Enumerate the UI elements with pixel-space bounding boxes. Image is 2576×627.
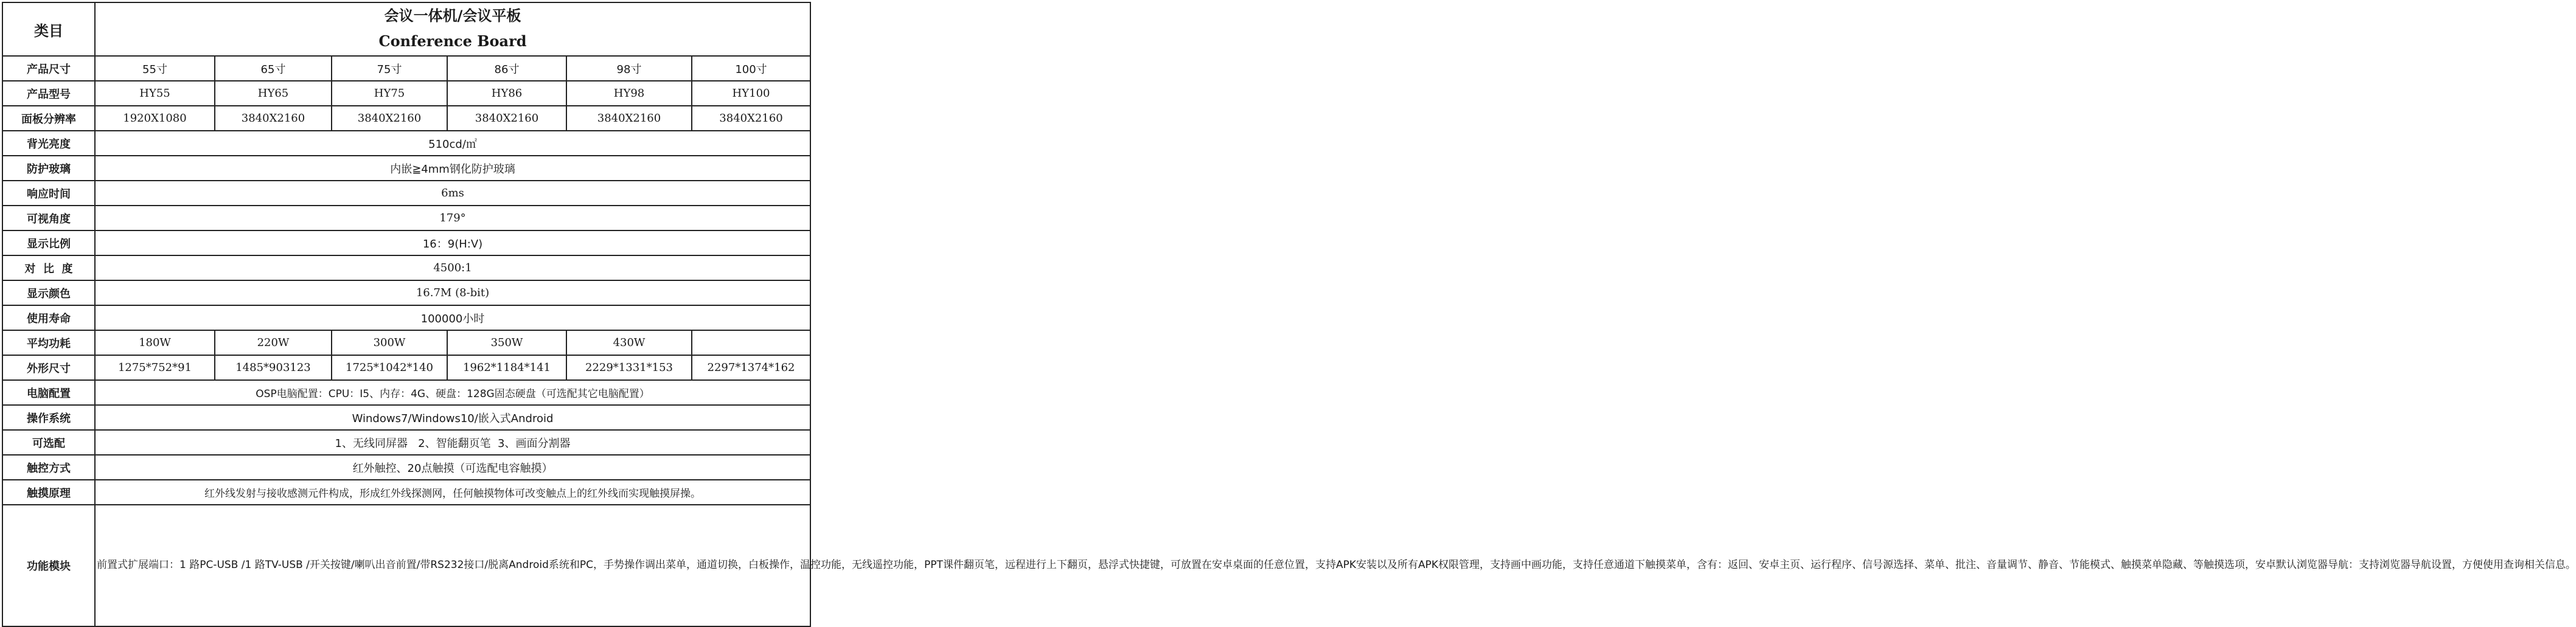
resolution-cell: 3840X2160 bbox=[447, 106, 566, 131]
row-size bbox=[2, 56, 810, 81]
resolution-cell: 3840X2160 bbox=[692, 106, 810, 131]
aspect-value: 16：9(H:V) bbox=[95, 230, 810, 255]
model-cell: HY55 bbox=[95, 81, 215, 106]
pc-config-value: OSP电脑配置：CPU：I5、内存：4G、硬盘：128G固态硬盘（可选配其它电脑配置） bbox=[95, 380, 810, 405]
contrast-value: 4500:1 bbox=[95, 255, 810, 280]
row-optional bbox=[2, 430, 810, 455]
os-value: Windows7/Windows10/嵌入式Android bbox=[95, 405, 810, 430]
row-label: 可选配 bbox=[2, 430, 95, 455]
lifetime-value: 100000小时 bbox=[95, 305, 810, 330]
row-glass bbox=[2, 156, 810, 181]
brightness-value: 510cd/㎡ bbox=[95, 131, 810, 156]
dimensions-cell: 2297*1374*162 bbox=[692, 355, 810, 380]
row-brightness bbox=[2, 131, 810, 156]
row-label: 响应时间 bbox=[2, 181, 95, 206]
row-touch-principle bbox=[2, 480, 810, 505]
optional-value: 1、无线同屏器 2、智能翻页笔 3、画面分割器 bbox=[95, 430, 810, 455]
row-label: 电脑配置 bbox=[2, 380, 95, 405]
row-label: 触控方式 bbox=[2, 455, 95, 480]
row-label: 显示颜色 bbox=[2, 280, 95, 305]
row-label: 对 比 度 bbox=[2, 255, 95, 280]
model-cell: HY100 bbox=[692, 81, 810, 106]
glass-value: 内嵌≧4mm钢化防护玻璃 bbox=[95, 156, 810, 181]
header-row bbox=[2, 2, 810, 56]
function-value: 前置式扩展端口：1 路PC-USB /1 路TV-USB /开关按键/喇叭出音前置/带RS232接口/脱离Android系统和PC，手势操作调出菜单，通道切换，白板操作，温控功能，无线遥控功能，PPT课件翻页笔，远程进行上下翻页，悬浮式快捷键，可放置在安卓桌面的任意位置，支持APK安装以及所有APK权限管理，支持画中画功能，支持任意通道下触摸菜单，含有：返回、安卓主页、运行程序、信号源选择、菜单、批注、音量调节、静音、节能模式、触摸菜单隐藏、等触摸选项，安卓默认浏览器导航：支持浏览器导航设置，方便使用查询相关信息。 bbox=[95, 505, 810, 626]
row-color bbox=[2, 280, 810, 305]
title-cn: 会议一体机/会议平板 bbox=[384, 7, 521, 24]
model-cell: HY86 bbox=[447, 81, 566, 106]
row-label: 防护玻璃 bbox=[2, 156, 95, 181]
row-aspect bbox=[2, 230, 810, 255]
power-cell: 300W bbox=[332, 330, 447, 355]
row-viewing-angle bbox=[2, 206, 810, 230]
size-cell: 98寸 bbox=[566, 56, 692, 81]
dimensions-cell: 1275*752*91 bbox=[95, 355, 215, 380]
row-model bbox=[2, 81, 810, 106]
row-label: 产品型号 bbox=[2, 81, 95, 106]
row-touch-method bbox=[2, 455, 810, 480]
power-cell bbox=[692, 330, 810, 355]
size-cell: 65寸 bbox=[215, 56, 332, 81]
row-label: 功能模块 bbox=[2, 505, 95, 626]
size-cell: 55寸 bbox=[95, 56, 215, 81]
row-function bbox=[2, 505, 810, 626]
model-cell: HY98 bbox=[566, 81, 692, 106]
resolution-cell: 3840X2160 bbox=[332, 106, 447, 131]
power-cell: 220W bbox=[215, 330, 332, 355]
color-value: 16.7M (8-bit) bbox=[95, 280, 810, 305]
row-dimensions bbox=[2, 355, 810, 380]
row-label: 触摸原理 bbox=[2, 480, 95, 505]
row-label: 可视角度 bbox=[2, 206, 95, 230]
row-power bbox=[2, 330, 810, 355]
row-label: 面板分辨率 bbox=[2, 106, 95, 131]
dimensions-cell: 1962*1184*141 bbox=[447, 355, 566, 380]
title-en: Conference Board bbox=[378, 32, 527, 50]
row-label: 产品尺寸 bbox=[2, 56, 95, 81]
row-os bbox=[2, 405, 810, 430]
dimensions-cell: 1725*1042*140 bbox=[332, 355, 447, 380]
model-cell: HY75 bbox=[332, 81, 447, 106]
row-label: 平均功耗 bbox=[2, 330, 95, 355]
row-pc-config bbox=[2, 380, 810, 405]
power-cell: 430W bbox=[566, 330, 692, 355]
row-resolution bbox=[2, 106, 810, 131]
row-label: 背光亮度 bbox=[2, 131, 95, 156]
spec-table bbox=[2, 2, 2576, 627]
row-contrast bbox=[2, 255, 810, 280]
resolution-cell: 1920X1080 bbox=[95, 106, 215, 131]
size-cell: 100寸 bbox=[692, 56, 810, 81]
row-lifetime bbox=[2, 305, 810, 330]
table-title-cell bbox=[95, 2, 810, 56]
row-response bbox=[2, 181, 810, 206]
category-label: 类目 bbox=[2, 2, 95, 56]
model-cell: HY65 bbox=[215, 81, 332, 106]
row-label: 显示比例 bbox=[2, 230, 95, 255]
size-cell: 75寸 bbox=[332, 56, 447, 81]
response-value: 6ms bbox=[95, 181, 810, 206]
row-label: 操作系统 bbox=[2, 405, 95, 430]
row-label: 外形尺寸 bbox=[2, 355, 95, 380]
power-cell: 350W bbox=[447, 330, 566, 355]
power-cell: 180W bbox=[95, 330, 215, 355]
dimensions-cell: 1485*903123 bbox=[215, 355, 332, 380]
touch-principle-value: 红外线发射与接收感测元件构成，形成红外线探测网，任何触摸物体可改变触点上的红外线而实现触摸屏操。 bbox=[95, 480, 810, 505]
size-cell: 86寸 bbox=[447, 56, 566, 81]
viewing-angle-value: 179° bbox=[95, 206, 810, 230]
resolution-cell: 3840X2160 bbox=[215, 106, 332, 131]
row-label: 使用寿命 bbox=[2, 305, 95, 330]
resolution-cell: 3840X2160 bbox=[566, 106, 692, 131]
dimensions-cell: 2229*1331*153 bbox=[566, 355, 692, 380]
touch-method-value: 红外触控、20点触摸（可选配电容触摸） bbox=[95, 455, 810, 480]
